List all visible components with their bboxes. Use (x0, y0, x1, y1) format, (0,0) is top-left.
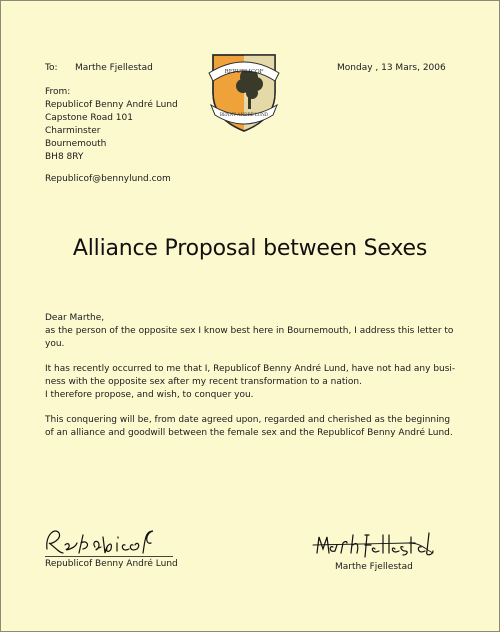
address-line: Capstone Road 101 (45, 113, 133, 123)
to-label: To: (45, 63, 58, 73)
address-line: Charminster (45, 126, 101, 136)
body-line: you. (45, 339, 65, 349)
body-line: This conquering will be, from date agreed upon, regarded and cherished as the beginning (45, 415, 451, 425)
republic-crest-icon (207, 49, 281, 133)
letter-date: Monday , 13 Mars, 2006 (337, 63, 446, 73)
address-line: BH8 8RY (45, 152, 84, 162)
body-line: I therefore propose, and wish, to conquer you. (45, 390, 254, 400)
salutation: Dear Marthe, (45, 313, 105, 323)
body-line: ness with the opposite sex after my recent transformation to a nation. (45, 377, 362, 387)
svg-text:BENNY ANDRÉ LUND: BENNY ANDRÉ LUND (219, 112, 269, 117)
body-paragraph (45, 363, 465, 402)
body-paragraph (45, 325, 465, 351)
signature-line (45, 556, 173, 557)
recipient-signature-name: Marthe Fjellestad (335, 562, 413, 572)
left-handwritten-signature (41, 523, 181, 557)
sender-block (45, 86, 178, 164)
address-line: Bournemouth (45, 139, 107, 149)
letter-title: Alliance Proposal between Sexes (72, 236, 428, 261)
letter-body (45, 312, 465, 452)
from-label: From: (45, 87, 71, 97)
salutation-paragraph (45, 312, 465, 325)
sender-email: Republicof@bennylund.com (45, 174, 171, 184)
address-line: Republicof Benny André Lund (45, 100, 178, 110)
recipient-name: Marthe Fjellestad (75, 63, 153, 73)
body-line: as the person of the opposite sex I know best here in Bournemouth, I address this letter to (45, 326, 454, 336)
svg-text:REPUBLICOF: REPUBLICOF (224, 69, 264, 75)
right-handwritten-signature (309, 527, 439, 563)
body-paragraph (45, 414, 465, 440)
body-line: of an alliance and goodwill between the female sex and the Republicof Benny André Lund. (45, 428, 453, 438)
body-line: It has recently occurred to me that I, Republicof Benny André Lund, have not had any busi- (45, 364, 456, 374)
sender-signature-name: Republicof Benny André Lund (45, 559, 178, 569)
